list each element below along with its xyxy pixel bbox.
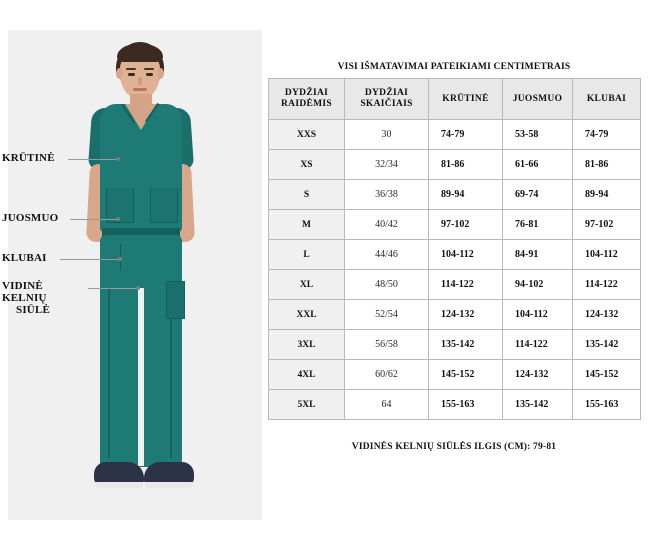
size-table — [268, 78, 641, 420]
leader-hips — [60, 259, 122, 260]
sole-left-shape — [94, 482, 144, 488]
column-header-hips: KLUBAI — [573, 79, 641, 120]
nose-shape — [138, 77, 142, 85]
cell-numeric-size: 60/62 — [345, 360, 429, 390]
top-pocket-left — [106, 188, 134, 223]
label-waist: JUOSMUO — [2, 212, 59, 224]
inseam-footnote: VIDINĖS KELNIŲ SIŪLĖS ILGIS (CM): 79-81 — [351, 442, 557, 452]
model-illustration — [70, 38, 210, 510]
cell-numeric-size: 44/46 — [345, 240, 429, 270]
cell-waist: 53-58 — [503, 120, 573, 150]
top-pocket-right — [150, 188, 178, 223]
cell-letter-size: S — [269, 180, 345, 210]
leader-waist — [70, 219, 120, 220]
label-inseam-line1: VIDINĖ KELNIŲ — [2, 280, 47, 304]
table-header — [269, 79, 641, 120]
cell-letter-size: XXS — [269, 120, 345, 150]
column-header-waist: JUOSMUO — [503, 79, 573, 120]
cell-waist: 84-91 — [503, 240, 573, 270]
figure-panel — [2, 30, 262, 520]
cell-hips: 155-163 — [573, 390, 641, 420]
cell-waist: 114-122 — [503, 330, 573, 360]
cell-letter-size: 5XL — [269, 390, 345, 420]
eyebrow-left-shape — [126, 68, 136, 70]
column-header-letter-size — [269, 79, 345, 120]
label-hips: KLUBAI — [2, 252, 47, 264]
table-row — [269, 300, 641, 330]
cell-chest: 81-86 — [429, 150, 503, 180]
cargo-pocket-shape — [166, 281, 185, 319]
eye-right-shape — [146, 73, 153, 76]
cell-chest: 114-122 — [429, 270, 503, 300]
table-row — [269, 360, 641, 390]
mouth-shape — [133, 88, 147, 91]
cell-hips: 124-132 — [573, 300, 641, 330]
cell-letter-size: L — [269, 240, 345, 270]
label-inseam — [2, 280, 86, 316]
table-row — [269, 120, 641, 150]
cell-hips: 81-86 — [573, 150, 641, 180]
cell-hips: 104-112 — [573, 240, 641, 270]
eyebrow-right-shape — [144, 68, 154, 70]
cell-chest: 74-79 — [429, 120, 503, 150]
column-header-numeric-size-line1: DYDŽIAI SKAIČIAIS — [360, 88, 413, 109]
table-title: VISI IŠMATAVIMAI PATEIKIAMI CENTIMETRAIS — [337, 62, 571, 72]
cell-numeric-size: 40/42 — [345, 210, 429, 240]
leader-chest — [68, 159, 120, 160]
table-row — [269, 390, 641, 420]
cell-waist: 76-81 — [503, 210, 573, 240]
cell-hips: 145-152 — [573, 360, 641, 390]
cell-numeric-size: 32/34 — [345, 150, 429, 180]
cell-hips: 74-79 — [573, 120, 641, 150]
table-row — [269, 270, 641, 300]
cell-waist: 94-102 — [503, 270, 573, 300]
table-row — [269, 330, 641, 360]
leg-gap-shape — [138, 288, 144, 466]
cell-chest: 104-112 — [429, 240, 503, 270]
cell-numeric-size: 36/38 — [345, 180, 429, 210]
cell-numeric-size: 56/58 — [345, 330, 429, 360]
table-row — [269, 150, 641, 180]
cell-letter-size: XS — [269, 150, 345, 180]
eye-left-shape — [128, 73, 135, 76]
leg-seam-left — [108, 288, 110, 458]
table-row — [269, 210, 641, 240]
cell-numeric-size: 48/50 — [345, 270, 429, 300]
cell-letter-size: 3XL — [269, 330, 345, 360]
cell-hips: 135-142 — [573, 330, 641, 360]
cell-letter-size: XXL — [269, 300, 345, 330]
cell-chest: 89-94 — [429, 180, 503, 210]
cell-numeric-size: 52/54 — [345, 300, 429, 330]
ear-right-shape — [157, 68, 164, 79]
cell-letter-size: XL — [269, 270, 345, 300]
table-body — [269, 120, 641, 420]
table-row — [269, 240, 641, 270]
cell-chest: 135-142 — [429, 330, 503, 360]
cell-waist: 61-66 — [503, 150, 573, 180]
column-header-numeric-size — [345, 79, 429, 120]
leader-inseam — [88, 288, 140, 289]
column-header-letter-size-line1: DYDŽIAI RAIDĖMIS — [281, 88, 332, 109]
cell-hips: 114-122 — [573, 270, 641, 300]
cell-numeric-size: 30 — [345, 120, 429, 150]
cell-chest: 155-163 — [429, 390, 503, 420]
cell-letter-size: M — [269, 210, 345, 240]
cell-hips: 97-102 — [573, 210, 641, 240]
cell-waist: 104-112 — [503, 300, 573, 330]
ear-left-shape — [116, 68, 123, 79]
cell-waist: 69-74 — [503, 180, 573, 210]
cell-chest: 145-152 — [429, 360, 503, 390]
hair-front-shape — [117, 44, 163, 62]
table-header-row — [269, 79, 641, 120]
column-header-chest: KRŪTINĖ — [429, 79, 503, 120]
label-chest: KRŪTINĖ — [2, 152, 55, 164]
cell-chest: 97-102 — [429, 210, 503, 240]
cell-hips: 89-94 — [573, 180, 641, 210]
cell-chest: 124-132 — [429, 300, 503, 330]
cell-letter-size: 4XL — [269, 360, 345, 390]
size-table-panel — [268, 62, 640, 452]
table-row — [269, 180, 641, 210]
label-inseam-line2: SIŪLĖ — [16, 304, 51, 316]
cell-waist: 124-132 — [503, 360, 573, 390]
sole-right-shape — [144, 482, 194, 488]
cell-numeric-size: 64 — [345, 390, 429, 420]
cell-waist: 135-142 — [503, 390, 573, 420]
